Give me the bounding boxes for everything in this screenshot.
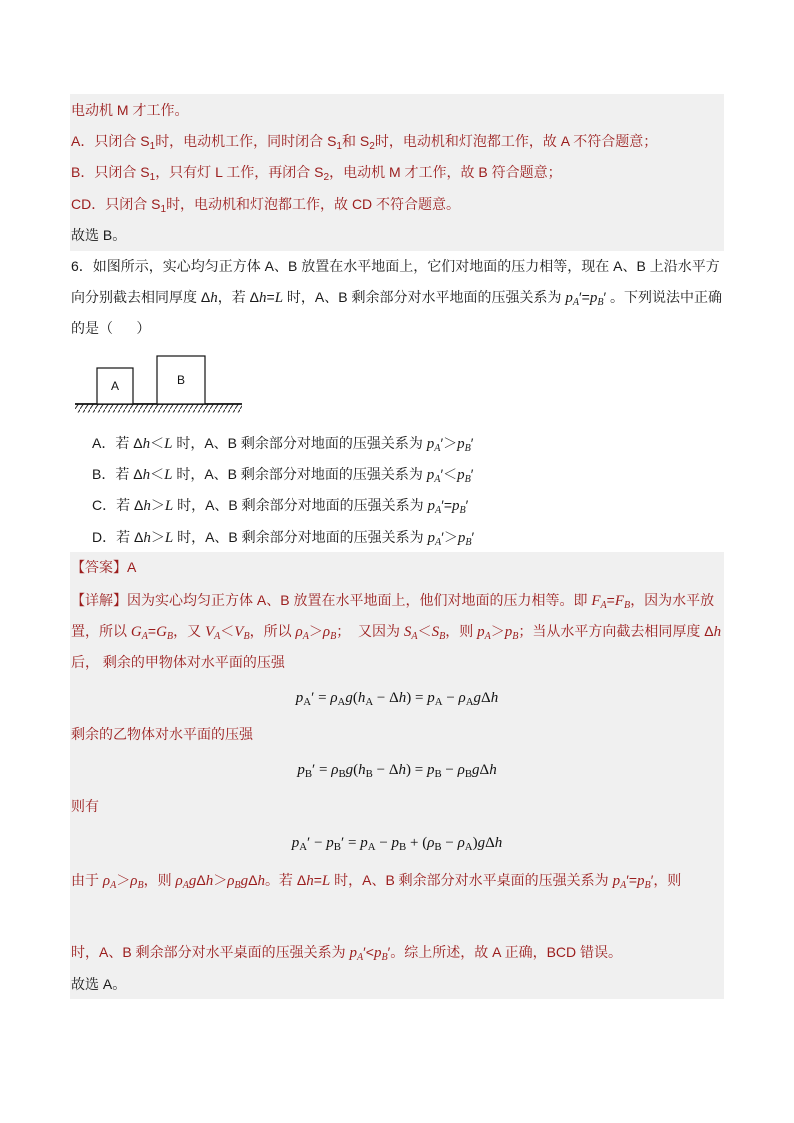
subscript: A bbox=[600, 599, 607, 611]
subscript: A bbox=[302, 630, 309, 642]
text-run: 电动机 M 才工作。 bbox=[71, 102, 189, 118]
text-run: ＞ bbox=[150, 529, 165, 545]
text-run: 由于 bbox=[71, 872, 103, 888]
prev-solution-option-a-analysis bbox=[71, 126, 723, 157]
explanation-line bbox=[71, 585, 723, 616]
subscript: B bbox=[439, 630, 446, 642]
option-c bbox=[92, 490, 722, 521]
math-variable: p bbox=[297, 762, 305, 778]
text-run: ，若 Δ bbox=[217, 289, 259, 305]
question-6-stem-line bbox=[71, 282, 723, 313]
math-variable: ρ bbox=[427, 835, 435, 851]
subscript: A bbox=[434, 442, 441, 454]
subscript: A bbox=[141, 630, 148, 642]
answer-label bbox=[71, 552, 723, 583]
math-variable: p bbox=[326, 835, 334, 851]
text-run: Δ bbox=[481, 690, 491, 706]
math-variable: h bbox=[205, 873, 214, 889]
subscript: B bbox=[137, 879, 144, 891]
math-variable: S bbox=[431, 624, 440, 640]
subscript: B bbox=[304, 768, 313, 781]
text-run: 【答案】A bbox=[71, 559, 137, 575]
explanation-line bbox=[71, 865, 723, 896]
text-run: − Δ bbox=[373, 690, 399, 706]
subscript: A bbox=[465, 696, 474, 709]
math-variable: ρ bbox=[102, 873, 111, 889]
math-variable: g bbox=[345, 690, 353, 706]
text-run: ＜ bbox=[417, 623, 432, 639]
subscript: A bbox=[411, 630, 418, 642]
math-variable: p bbox=[426, 762, 435, 778]
text-run: 故选 B。 bbox=[71, 227, 127, 243]
subscript: 1 bbox=[160, 203, 167, 215]
text-run: ＜ bbox=[150, 466, 165, 482]
subscript: B bbox=[243, 630, 250, 642]
question-6-stem-line bbox=[71, 251, 723, 282]
text-run: 置，所以 bbox=[71, 623, 131, 639]
text-run: Δ bbox=[196, 872, 206, 888]
math-variable: h bbox=[306, 873, 314, 889]
math-variable: ρ bbox=[295, 624, 303, 640]
subscript: A bbox=[572, 296, 580, 308]
math-variable: ρ bbox=[330, 690, 338, 706]
text-run: ′＞ bbox=[440, 435, 458, 451]
math-variable: L bbox=[164, 436, 173, 452]
math-variable: G bbox=[130, 624, 142, 640]
subscript: 2 bbox=[369, 140, 375, 152]
subscript: B bbox=[330, 630, 337, 642]
explanation-line bbox=[71, 616, 723, 647]
math-variable: p bbox=[637, 873, 645, 889]
text-run: ′，则 bbox=[650, 872, 682, 888]
text-run: − bbox=[442, 690, 459, 706]
text-run: ，因为水平放 bbox=[630, 592, 715, 608]
text-run: ′ bbox=[465, 497, 469, 513]
option-b bbox=[92, 459, 722, 490]
text-run: 后， 剩余的甲物体对水平面的压强 bbox=[71, 654, 285, 670]
subscript: A bbox=[337, 696, 346, 709]
option-a bbox=[92, 428, 722, 459]
text-run: + ( bbox=[406, 835, 428, 851]
text-run: − bbox=[441, 835, 458, 851]
text-run: D．若 Δ bbox=[92, 529, 144, 545]
text-run: 向分别截去相同厚度 Δ bbox=[71, 289, 211, 305]
text-run: 时，电动机和灯泡都工作，故 A 不符合题意； bbox=[374, 133, 658, 149]
text-run: 时，A、B 剩余部分对地面的压强关系为 bbox=[172, 466, 427, 482]
math-variable: p bbox=[373, 945, 382, 961]
text-run: ＜ bbox=[150, 435, 165, 451]
math-variable: p bbox=[504, 624, 513, 640]
math-variable: h bbox=[357, 690, 366, 706]
math-variable: L bbox=[164, 498, 174, 514]
subscript: A bbox=[214, 630, 221, 642]
subscript: B bbox=[512, 630, 519, 642]
text-run: C．若 Δ bbox=[92, 497, 144, 513]
text-run: 时，电动机和灯泡都工作，故 CD 不符合题意。 bbox=[166, 196, 461, 212]
text-run: 和 S bbox=[342, 133, 370, 149]
subscript: B bbox=[459, 504, 466, 516]
subscript: A bbox=[620, 879, 627, 891]
math-variable: L bbox=[321, 873, 331, 889]
subscript: A bbox=[434, 696, 443, 709]
subscript: A bbox=[367, 841, 376, 854]
text-run: ，所以 bbox=[249, 623, 296, 639]
math-variable: ρ bbox=[130, 873, 138, 889]
math-variable: g bbox=[240, 873, 249, 889]
subscript: 1 bbox=[336, 140, 343, 152]
subscript: B bbox=[166, 630, 174, 642]
text-run: = bbox=[266, 289, 275, 305]
text-run: = bbox=[147, 623, 157, 639]
text-run: ； 又因为 bbox=[336, 623, 404, 639]
text-run: 时，电动机工作，同时闭合 S bbox=[155, 133, 337, 149]
math-variable: p bbox=[427, 498, 436, 514]
text-run: ) = bbox=[406, 690, 428, 706]
subscript: B bbox=[338, 768, 346, 781]
subscript: B bbox=[644, 879, 651, 891]
question-6-figure bbox=[70, 345, 250, 415]
text-run: ＞ bbox=[116, 872, 131, 888]
subscript: A bbox=[303, 696, 312, 709]
math-variable: p bbox=[349, 945, 357, 961]
text-run: CD．只闭合 S bbox=[71, 196, 161, 212]
math-variable: ρ bbox=[322, 624, 331, 640]
math-variable: p bbox=[457, 436, 465, 452]
text-run: − bbox=[441, 762, 458, 778]
text-run: 则有 bbox=[71, 798, 99, 814]
math-variable: h bbox=[494, 835, 503, 851]
subscript: A bbox=[299, 841, 308, 854]
math-variable: p bbox=[291, 835, 300, 851]
math-variable: V bbox=[234, 624, 244, 640]
subscript: B bbox=[381, 951, 388, 963]
text-run: ＞ bbox=[150, 497, 165, 513]
subscript: B bbox=[234, 879, 241, 891]
subscript: B bbox=[399, 841, 407, 854]
text-run: ＞ bbox=[308, 623, 323, 639]
text-run: Δ bbox=[248, 872, 258, 888]
explanation-line bbox=[71, 937, 723, 968]
math-variable: L bbox=[164, 530, 174, 546]
text-run: B．只闭合 S bbox=[71, 164, 150, 180]
math-variable: g bbox=[472, 762, 480, 778]
math-variable: L bbox=[164, 467, 173, 483]
math-variable: p bbox=[589, 290, 598, 306]
text-run: ′ bbox=[471, 529, 475, 545]
math-variable: p bbox=[612, 873, 621, 889]
subscript: B bbox=[597, 296, 604, 308]
text-run: ) bbox=[472, 835, 478, 851]
subscript: 1 bbox=[149, 171, 156, 183]
math-variable: p bbox=[295, 690, 304, 706]
math-variable: ρ bbox=[457, 835, 465, 851]
formula-pressure-a bbox=[70, 683, 724, 714]
text-run: − bbox=[375, 835, 392, 851]
subscript: A bbox=[182, 879, 189, 891]
subscript: A bbox=[356, 951, 364, 963]
math-variable: h bbox=[210, 290, 218, 306]
math-variable: p bbox=[457, 467, 465, 483]
text-run: ′。综上所述，故 A 正确，BCD 错误。 bbox=[387, 944, 623, 960]
text-run: ，电动机 M 才工作，故 B 符合题意； bbox=[329, 164, 562, 180]
text-run: 的是（ ） bbox=[71, 320, 151, 336]
subscript: B bbox=[464, 473, 471, 485]
math-variable: p bbox=[426, 436, 435, 452]
text-run: ′ 。下列说法中正确 bbox=[603, 289, 723, 305]
solution-6-conclusion bbox=[71, 969, 723, 1000]
text-run: 时，A、B 剩余部分对地面的压强关系为 bbox=[172, 435, 427, 451]
math-variable: p bbox=[426, 467, 435, 483]
text-run: A．若 Δ bbox=[92, 435, 143, 451]
subscript: A bbox=[464, 841, 473, 854]
text-run: ，又 bbox=[173, 623, 205, 639]
math-variable: ρ bbox=[458, 690, 466, 706]
text-run: 故选 A。 bbox=[71, 976, 127, 992]
explanation-line bbox=[71, 901, 723, 932]
text-run: ′＞ bbox=[441, 529, 458, 545]
text-run: ′ = bbox=[311, 690, 331, 706]
math-variable: ρ bbox=[457, 762, 465, 778]
math-variable: h bbox=[143, 498, 151, 514]
text-run: ′ bbox=[470, 466, 474, 482]
math-variable: h bbox=[398, 690, 407, 706]
subscript: A bbox=[435, 536, 442, 548]
text-run: ′ − bbox=[307, 835, 327, 851]
subscript: A bbox=[434, 473, 441, 485]
explanation-line bbox=[71, 647, 723, 678]
text-run: 时，A、B 剩余部分对水平桌面的压强关系为 bbox=[71, 944, 350, 960]
text-run: ，则 bbox=[445, 623, 478, 639]
math-variable: S bbox=[403, 624, 412, 640]
question-6-stem-line bbox=[71, 313, 723, 344]
option-d bbox=[92, 522, 722, 553]
math-variable: p bbox=[457, 530, 466, 546]
subscript: B bbox=[434, 768, 442, 781]
subscript: A bbox=[365, 696, 374, 709]
math-variable: ρ bbox=[175, 873, 183, 889]
math-variable: h bbox=[143, 530, 151, 546]
subscript: B bbox=[333, 841, 341, 854]
math-variable: h bbox=[259, 290, 267, 306]
math-variable: g bbox=[345, 762, 354, 778]
text-run: Δ bbox=[485, 835, 495, 851]
math-variable: p bbox=[391, 835, 400, 851]
text-run: ；当从水平方向截去相同厚度 Δ bbox=[518, 623, 714, 639]
text-run: B．若 Δ bbox=[92, 466, 143, 482]
text-run: = bbox=[606, 592, 615, 608]
text-run: ′= bbox=[441, 497, 453, 513]
math-variable: F bbox=[591, 593, 601, 609]
math-variable: h bbox=[257, 873, 265, 889]
math-variable: p bbox=[427, 690, 435, 706]
subscript: B bbox=[624, 599, 631, 611]
cube-b-label: B bbox=[176, 373, 186, 387]
text-run: ′ = bbox=[341, 835, 361, 851]
math-variable: V bbox=[204, 624, 215, 640]
math-variable: p bbox=[427, 530, 436, 546]
math-variable: L bbox=[274, 290, 284, 306]
formula-pressure-b bbox=[70, 755, 724, 786]
text-run: ( bbox=[352, 690, 358, 706]
text-run: − Δ bbox=[372, 762, 399, 778]
text-run: ′< bbox=[363, 944, 374, 960]
text-run: ′= bbox=[626, 872, 638, 888]
math-variable: p bbox=[565, 290, 573, 306]
math-variable: g bbox=[188, 873, 197, 889]
math-variable: ρ bbox=[331, 762, 339, 778]
math-variable: F bbox=[614, 593, 625, 609]
text-run: ＜ bbox=[220, 623, 235, 639]
prev-solution-line bbox=[71, 95, 723, 126]
text-run: ′＜ bbox=[440, 466, 458, 482]
math-variable: h bbox=[490, 690, 499, 706]
text-run: 6．如图所示，实心均匀正方体 A、B 放置在水平地面上，它们对地面的压力相等，现在 A、B 上沿水平方 bbox=[71, 258, 720, 274]
subscript: B bbox=[434, 841, 442, 854]
cube-a-label: A bbox=[110, 379, 120, 393]
text-run: = bbox=[313, 872, 322, 888]
math-variable: p bbox=[360, 835, 368, 851]
text-run: ＞ bbox=[213, 872, 228, 888]
text-run: 时，A、B 剩余部分对地面的压强关系为 bbox=[173, 529, 428, 545]
text-run: A．只闭合 S bbox=[71, 133, 150, 149]
math-variable: p bbox=[477, 624, 485, 640]
text-run: 【详解】因为实心均匀正方体 A、B 放置在水平地面上，他们对地面的压力相等。即 bbox=[71, 592, 592, 608]
math-variable: h bbox=[142, 467, 151, 483]
math-variable: h bbox=[358, 762, 366, 778]
math-variable: h bbox=[398, 762, 406, 778]
formula-pressure-difference bbox=[70, 828, 724, 859]
subscript: 1 bbox=[149, 140, 156, 152]
explanation-line bbox=[71, 719, 723, 750]
explanation-line bbox=[71, 791, 723, 822]
subscript: 2 bbox=[323, 171, 330, 183]
text-run: 时，A、B 剩余部分对地面的压强关系为 bbox=[173, 497, 428, 513]
text-run: 剩余的乙物体对水平面的压强 bbox=[71, 726, 253, 742]
text-run: ＞ bbox=[490, 623, 505, 639]
math-variable: p bbox=[452, 498, 460, 514]
subscript: A bbox=[435, 504, 442, 516]
prev-solution-conclusion bbox=[71, 220, 723, 251]
text-run: ′= bbox=[579, 289, 590, 305]
subscript: A bbox=[484, 630, 491, 642]
text-run: 时，A、B 剩余部分对水平地面的压强关系为 bbox=[283, 289, 566, 305]
subscript: B bbox=[464, 768, 473, 781]
subscript: A bbox=[110, 879, 117, 891]
prev-solution-option-cd-analysis bbox=[71, 189, 723, 220]
text-run: ( bbox=[353, 762, 359, 778]
text-run: ′ = bbox=[312, 762, 332, 778]
subscript: B bbox=[464, 442, 471, 454]
text-run: 时，A、B 剩余部分对水平桌面的压强关系为 bbox=[330, 872, 613, 888]
text-run: ′ bbox=[470, 435, 474, 451]
prev-solution-option-b-analysis bbox=[71, 157, 723, 188]
text-run: ，则 bbox=[143, 872, 176, 888]
math-variable: ρ bbox=[227, 873, 235, 889]
math-variable: g bbox=[473, 690, 482, 706]
math-variable: h bbox=[489, 762, 497, 778]
ground-hatching bbox=[75, 405, 242, 413]
math-variable: h bbox=[713, 624, 722, 640]
subscript: B bbox=[465, 536, 472, 548]
text-run: ) = bbox=[405, 762, 427, 778]
text-run: 。若 Δ bbox=[264, 872, 307, 888]
math-variable: G bbox=[156, 624, 167, 640]
text-run: ，只有灯 L 工作，再闭合 S bbox=[155, 164, 324, 180]
math-variable: g bbox=[477, 835, 486, 851]
subscript: B bbox=[365, 768, 373, 781]
math-variable: h bbox=[142, 436, 151, 452]
text-run: Δ bbox=[479, 762, 490, 778]
